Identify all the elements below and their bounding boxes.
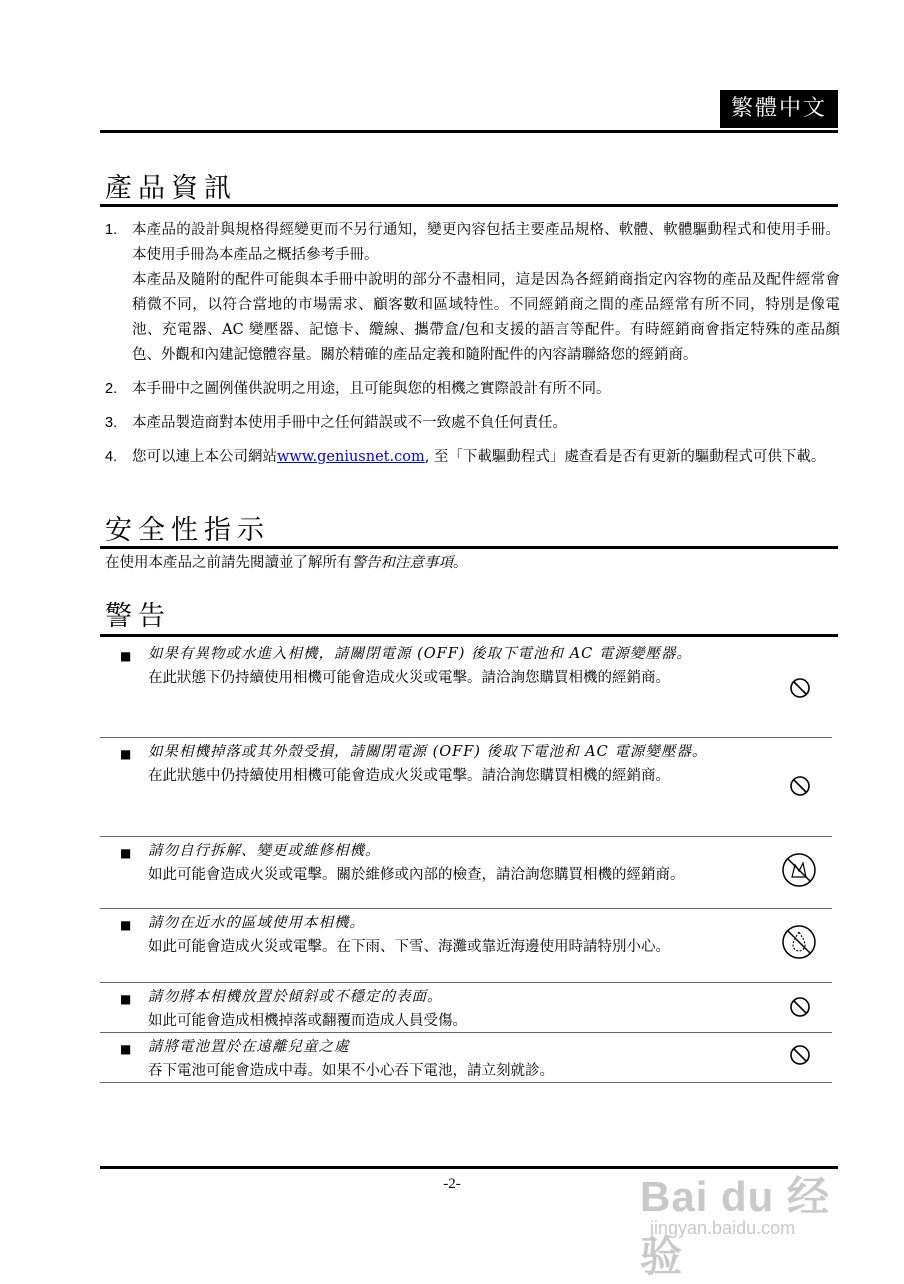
section-title-safety: 安全性指示 [105, 515, 270, 546]
list-item [105, 411, 840, 436]
warning-body: 如此可能會造成相機掉落或翻覆而造成人員受傷。 [148, 1013, 467, 1029]
page-number: -2- [443, 1176, 461, 1192]
list-item [105, 218, 840, 368]
item-text: 本產品製造商對本使用手冊中之任何錯誤或不一致處不負任何責任。 [132, 415, 567, 431]
warning-body: 吞下電池可能會造成中毒。如果不小心吞下電池，請立刻就診。 [148, 1063, 554, 1079]
website-link[interactable]: www.geniusnet.com [277, 449, 425, 465]
prohibited-icon [786, 1041, 814, 1069]
item-text: 您可以連上本公司網站 [132, 449, 277, 465]
warning-title: 如果有異物或水進入相機，請關閉電源 (OFF) 後取下電池和 AC 電源變壓器。 [148, 646, 692, 662]
bullet-icon: ■ [120, 918, 132, 932]
prohibited-icon [786, 772, 814, 800]
warning-body: 在此狀態下仍持續使用相機可能會造成火災或電擊。請洽詢您購買相機的經銷商。 [148, 670, 670, 686]
watermark [640, 1140, 860, 1280]
watermark-logo: Bai du 经验 [640, 1173, 831, 1280]
safety-intro: 在使用本產品之前請先閱讀並了解所有警告和注意事項。 [105, 555, 468, 571]
warning-row [100, 909, 832, 983]
item-number: 1. [105, 222, 118, 238]
warning-title: 請將電池置於在遠離兒童之處 [148, 1039, 350, 1055]
bullet-icon: ■ [120, 1042, 132, 1056]
item-number: 2. [105, 381, 118, 397]
warning-row [100, 983, 832, 1033]
warning-row [100, 1033, 832, 1083]
warning-row [100, 837, 832, 909]
item-text: , 至「下載驅動程式」處查看是否有更新的驅動程式可供下載。 [424, 449, 826, 465]
watermark-url: jingyan.baidu.com [650, 1218, 796, 1238]
section-title-warning: 警告 [105, 601, 171, 632]
list-item [105, 377, 840, 402]
no-water-icon [780, 923, 818, 961]
bullet-icon: ■ [120, 649, 132, 663]
warning-title: 如果相機掉落或其外殼受損，請關閉電源 (OFF) 後取下電池和 AC 電源變壓器。 [148, 744, 708, 760]
section-rule [100, 546, 838, 549]
bullet-icon: ■ [120, 846, 132, 860]
list-item [105, 445, 840, 470]
header-rule [100, 130, 838, 133]
item-text: 本產品的設計與規格得經變更而不另行通知，變更內容包括主要產品規格、軟體、軟體驅動程式和使用手冊。本使用手冊為本產品之概括參考手冊。 [132, 222, 840, 263]
section-rule [100, 204, 838, 207]
prohibited-icon [786, 674, 814, 702]
language-tab: 繁體中文 [720, 90, 838, 128]
section-rule [100, 634, 838, 637]
item-number: 4. [105, 449, 118, 465]
bullet-icon: ■ [120, 992, 132, 1006]
warning-title: 請勿在近水的區域使用本相機。 [148, 915, 365, 931]
item-text: 本手冊中之圖例僅供說明之用途，且可能與您的相機之實際設計有所不同。 [132, 381, 611, 397]
prohibited-icon [786, 993, 814, 1021]
section-title-product-info: 產品資訊 [105, 173, 237, 204]
warning-body: 如此可能會造成火災或電擊。關於維修或內部的檢查，請洽詢您購買相機的經銷商。 [148, 867, 685, 883]
warning-row [100, 738, 832, 837]
bullet-icon: ■ [120, 747, 132, 761]
warning-title: 請勿將本相機放置於傾斜或不穩定的表面。 [148, 989, 443, 1005]
warning-row [100, 640, 832, 738]
no-disassembly-icon [780, 851, 818, 889]
warning-table [100, 640, 832, 1083]
warning-body: 在此狀態中仍持續使用相機可能會造成火災或電擊。請洽詢您購買相機的經銷商。 [148, 768, 670, 784]
item-number: 3. [105, 415, 118, 431]
item-text: 本產品及隨附的配件可能與本手冊中說明的部分不盡相同，這是因為各經銷商指定內容物的產品及配件經常會稍微不同，以符合當地的市場需求、顧客數和區域特性。不同經銷商之間的產品經常有所不同，特別是像電池、充電器、AC 變壓器、記憶卡、纜線、攜帶盒/包和支援的語言等配件。有時經銷商會指定特殊的產品顏色、外觀和內建記憶體容量。關於精確的產品定義和隨附配件的內容請聯絡您的經銷商。 [132, 272, 840, 363]
warning-title: 請勿自行拆解、變更或維修相機。 [148, 843, 381, 859]
product-info-list [105, 218, 840, 479]
warning-body: 如此可能會造成火災或電擊。在下雨、下雪、海灘或靠近海邊使用時請特別小心。 [148, 939, 670, 955]
